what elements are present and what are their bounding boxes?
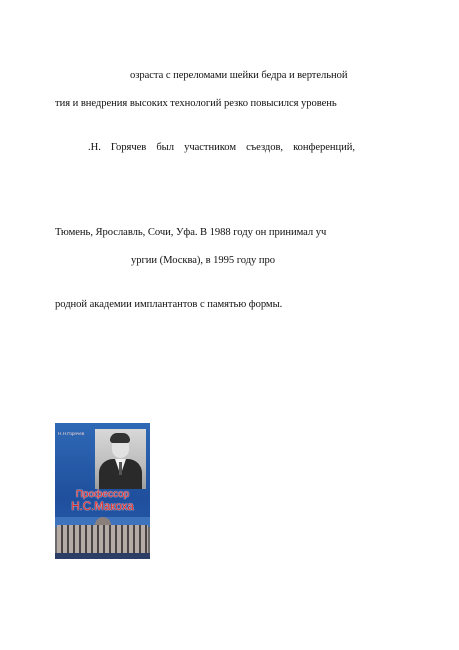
- text-line: .Н. Горячев был участником съездов, конференций,: [88, 142, 355, 153]
- book-author: Н.Н.Горячев: [58, 431, 85, 436]
- text-line: Тюмень, Ярославль, Сочи, Уфа. В 1988 году он принимал уч: [55, 227, 327, 238]
- book-cover-image: [55, 423, 150, 559]
- building-base: [55, 553, 150, 559]
- portrait-tie: [119, 462, 122, 475]
- portrait-photo: [95, 429, 146, 489]
- text-line: тия и внедрения высоких технологий резко повысился уровень: [55, 98, 337, 109]
- book-title-line1: Профессор: [75, 489, 130, 500]
- text-line: родной академии имплантантов с памятью формы.: [55, 299, 283, 310]
- building-photo: [55, 517, 150, 559]
- text-line: озраста с переломами шейки бедра и вертельной: [130, 70, 348, 81]
- building-facade: [57, 525, 148, 555]
- book-title-line2: Н.С.Макоха: [71, 501, 134, 513]
- portrait-hair: [110, 433, 130, 443]
- text-line: ургии (Москва), в 1995 году про: [131, 255, 276, 266]
